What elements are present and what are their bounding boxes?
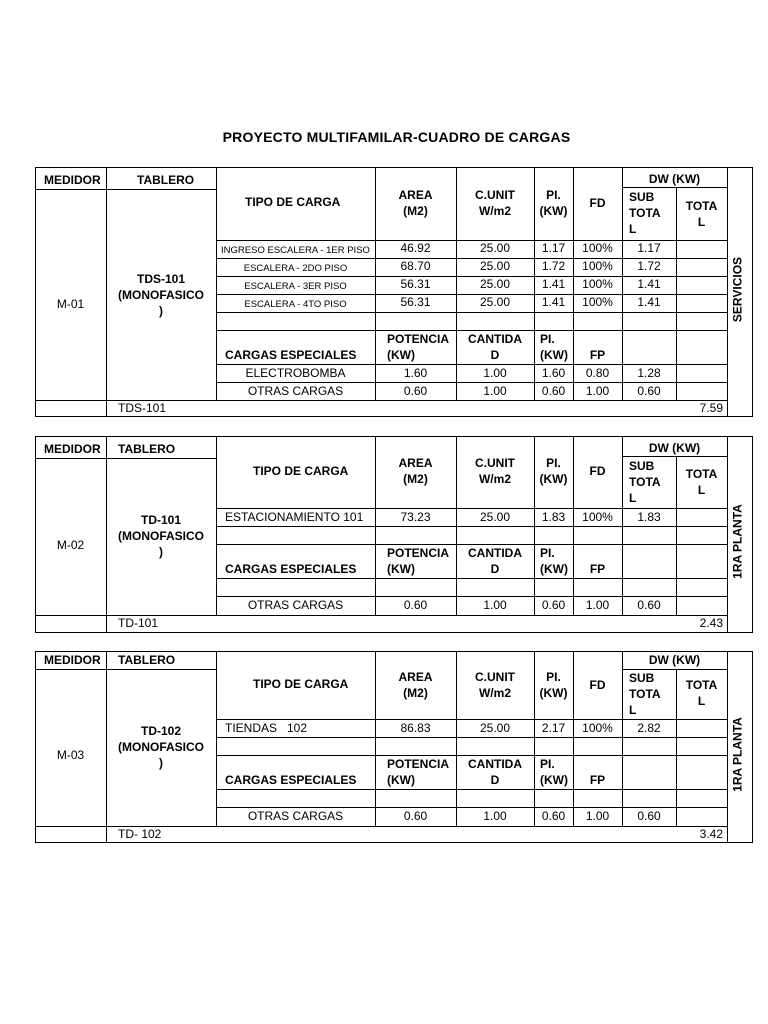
subtotal-value: 1.41 [637,295,661,309]
special-loads-header: CARGAS ESPECIALES [225,773,357,787]
fd-value: 100% [582,241,613,255]
total-header-2: L [697,215,706,229]
tablero-phase: (MONOFASICO [118,288,204,302]
potencia-unit: (KW) [387,348,415,362]
total-header-2: L [697,483,706,497]
special-load-type: OTRAS CARGAS [247,809,344,823]
area-value: 68.70 [400,259,431,273]
pi-value: 0.60 [541,598,566,612]
area-value: 86.83 [400,721,431,735]
total-header: TOTA [685,199,718,213]
pi-header: PI. [546,456,561,470]
load-type: INGRESO ESCALERA - 1ER PISO [221,245,370,256]
dw-header: DW (KW) [648,441,701,455]
fd-value: 100% [582,510,613,524]
footer-total: 2.43 [699,616,723,630]
dw-header: DW (KW) [648,653,701,667]
tipo-carga-header: TIPO DE CARGA [253,677,349,691]
area-unit: (M2) [403,472,428,486]
pi-unit: (KW) [540,562,568,576]
footer-total: 3.42 [699,827,723,841]
tablero-phase-end: ) [159,545,163,559]
fp-header: FP [589,348,606,362]
tablero-value: TDS-101 [136,272,186,286]
fd-value: 100% [582,721,613,735]
pi-unit: (KW) [539,472,568,486]
special-loads-header: CARGAS ESPECIALES [225,348,357,362]
cantidad-value: 1.00 [483,809,507,823]
subtotal-value: 1.83 [637,510,661,524]
cunit-unit: W/m2 [478,472,511,486]
cunit-value: 25.00 [479,241,511,255]
potencia-header: POTENCIA [387,332,450,346]
special-loads-header: CARGAS ESPECIALES [225,562,357,576]
area-header: AREA [398,188,433,202]
tablero-header: TABLERO [118,653,176,667]
fd-value: 100% [582,277,613,291]
load-type: ESCALERA - 3ER PISO [244,281,347,292]
footer-tablero: TDS-101 [118,401,167,415]
load-type: TIENDAS 102 [225,721,308,735]
cantidad-header: CANTIDA [468,546,522,560]
medidor-value: M-02 [56,538,85,552]
page-title: PROYECTO MULTIFAMILAR-CUADRO DE CARGAS [222,129,571,145]
pi-value: 0.60 [541,809,566,823]
footer-tablero: TD-101 [118,616,159,630]
subtotal-value: 0.60 [637,809,661,823]
section-label-vertical: SERVICIOS [730,256,745,323]
area-unit: (M2) [403,204,428,218]
tipo-carga-header: TIPO DE CARGA [245,195,341,209]
fp-value: 1.00 [585,598,610,612]
subtotal-value: 1.28 [637,366,661,380]
cunit-header: C.UNIT [475,670,515,684]
medidor-value: M-03 [56,748,85,762]
pi-header: PI. [540,546,555,560]
fd-header: FD [589,464,606,478]
tablero-header: TABLERO [137,173,195,187]
pi-header: PI. [546,670,561,684]
tablero-value: TD-102 [140,724,181,738]
cunit-header: C.UNIT [475,188,515,202]
tablero-phase: (MONOFASICO [118,740,204,754]
cantidad-header: CANTIDA [468,332,522,346]
subtotal-header-3: L [629,491,637,505]
area-header: AREA [398,456,433,470]
cunit-unit: W/m2 [478,686,511,700]
tablero-phase: (MONOFASICO [118,529,204,543]
load-type: ESTACIONAMIENTO 101 [225,510,364,524]
potencia-value: 1.60 [403,366,428,380]
subtotal-header: SUB [629,190,655,204]
cunit-value: 25.00 [479,295,511,309]
area-header: AREA [398,670,433,684]
pi-value: 1.83 [541,510,566,524]
tipo-carga-header: TIPO DE CARGA [253,464,349,478]
load-table-m01 [35,167,753,417]
subtotal-header: SUB [629,459,655,473]
potencia-value: 0.60 [403,384,428,398]
cantidad-value: 1.00 [483,598,507,612]
area-value: 56.31 [400,295,431,309]
pi-value: 1.60 [541,366,566,380]
subtotal-value: 1.72 [637,259,661,273]
subtotal-header-2: TOTA [629,475,661,489]
medidor-header: MEDIDOR [44,442,101,456]
pi-header: PI. [540,332,555,346]
pi-value: 1.17 [541,241,566,255]
cunit-header: C.UNIT [475,456,515,470]
pi-unit: (KW) [539,686,568,700]
pi-unit: (KW) [539,204,568,218]
section-label-vertical: 1RA PLANTA [730,504,745,579]
area-unit: (M2) [403,686,428,700]
subtotal-header-3: L [629,703,637,717]
cantidad-header-2: D [490,348,500,362]
potencia-value: 0.60 [403,598,428,612]
special-load-type: OTRAS CARGAS [247,384,344,398]
tablero-phase-end: ) [159,304,163,318]
fd-value: 100% [582,295,613,309]
pi-value: 2.17 [541,721,566,735]
cunit-value: 25.00 [479,259,511,273]
fd-header: FD [589,196,606,210]
dw-header: DW (KW) [648,172,701,186]
potencia-unit: (KW) [387,773,415,787]
medidor-value: M-01 [56,297,85,311]
subtotal-value: 0.60 [637,384,661,398]
pi-unit: (KW) [540,348,568,362]
medidor-header: MEDIDOR [44,653,101,667]
cantidad-value: 1.00 [483,384,507,398]
pi-value: 0.60 [541,384,566,398]
cantidad-value: 1.00 [483,366,507,380]
subtotal-value: 2.82 [637,721,661,735]
fp-value: 1.00 [585,384,610,398]
cunit-value: 25.00 [479,510,511,524]
footer-tablero: TD- 102 [118,827,162,841]
section-label-vertical: 1RA PLANTA [730,717,745,792]
potencia-unit: (KW) [387,562,415,576]
fp-header: FP [589,562,606,576]
load-table-m02 [35,436,753,633]
area-value: 46.92 [400,241,431,255]
fp-header: FP [589,773,606,787]
area-value: 56.31 [400,277,431,291]
potencia-header: POTENCIA [387,546,450,560]
pi-value: 1.72 [541,259,566,273]
load-type: ESCALERA - 4TO PISO [244,299,347,310]
special-load-type: OTRAS CARGAS [247,598,344,612]
subtotal-value: 1.41 [637,277,661,291]
medidor-header: MEDIDOR [44,173,101,187]
load-table-m03 [35,651,753,843]
fp-value: 0.80 [585,366,610,380]
tablero-phase-end: ) [159,756,163,770]
pi-value: 1.41 [541,295,566,309]
subtotal-header-3: L [629,222,637,236]
subtotal-value: 0.60 [637,598,661,612]
cunit-value: 25.00 [479,721,511,735]
cunit-value: 25.00 [479,277,511,291]
pi-value: 1.41 [541,277,566,291]
subtotal-value: 1.17 [637,241,661,255]
special-load-type: ELECTROBOMBA [245,366,346,380]
subtotal-header: SUB [629,671,655,685]
tablero-header: TABLERO [118,442,176,456]
area-value: 73.23 [400,510,431,524]
total-header: TOTA [685,678,718,692]
total-header: TOTA [685,467,718,481]
cunit-unit: W/m2 [478,204,511,218]
pi-header: PI. [546,188,561,202]
cantidad-header-2: D [490,562,500,576]
tablero-value: TD-101 [140,513,181,527]
subtotal-header-2: TOTA [629,687,661,701]
footer-total: 7.59 [699,401,723,415]
fd-value: 100% [582,259,613,273]
fp-value: 1.00 [585,809,610,823]
potencia-value: 0.60 [403,809,428,823]
potencia-header: POTENCIA [387,757,450,771]
fd-header: FD [589,678,606,692]
pi-header: PI. [540,757,555,771]
cantidad-header-2: D [490,773,500,787]
total-header-2: L [697,694,706,708]
cantidad-header: CANTIDA [468,757,522,771]
subtotal-header-2: TOTA [629,206,661,220]
pi-unit: (KW) [540,773,568,787]
load-type: ESCALERA - 2DO PISO [243,263,348,274]
